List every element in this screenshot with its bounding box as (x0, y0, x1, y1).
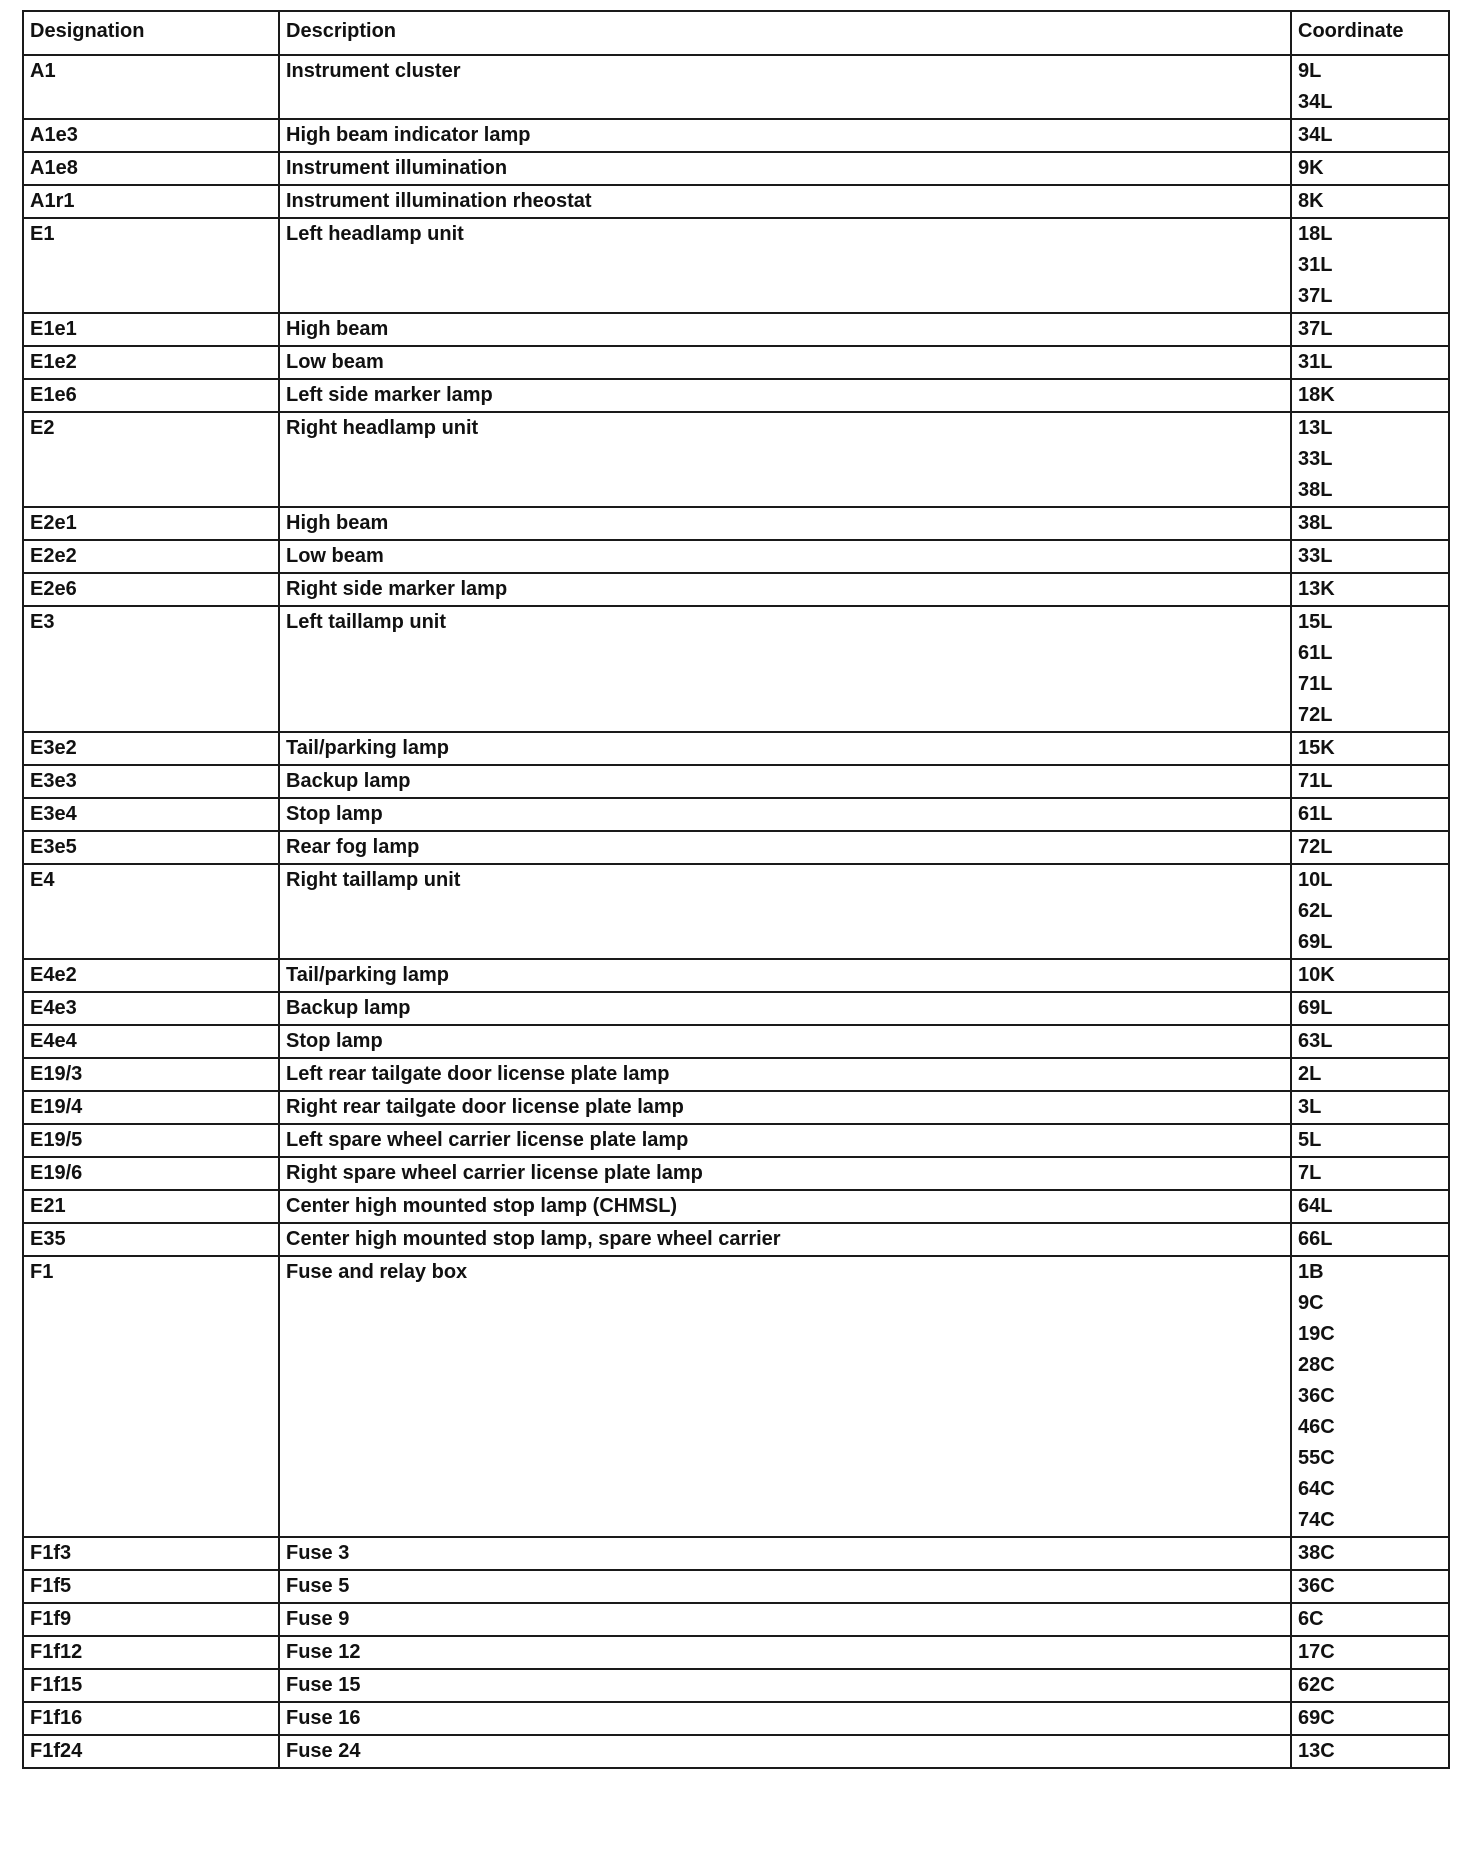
designation-cell: E1e6 (23, 379, 279, 412)
designation-cell: E3 (23, 606, 279, 732)
coordinate-value: 9C (1298, 1292, 1324, 1314)
table-row (23, 540, 1449, 573)
coordinate-value: 8K (1298, 190, 1324, 212)
coordinate-value: 33L (1298, 448, 1333, 470)
description-cell: Instrument cluster (279, 55, 1291, 119)
coordinate-cell (1291, 1669, 1449, 1702)
designation-cell: E19/3 (23, 1058, 279, 1091)
designation-cell: E3e5 (23, 831, 279, 864)
table-row (23, 1157, 1449, 1190)
designation-cell: F1f24 (23, 1735, 279, 1768)
coordinate-cell (1291, 1058, 1449, 1091)
coordinate-cell (1291, 1570, 1449, 1603)
designation-cell: E35 (23, 1223, 279, 1256)
coordinate-cell (1291, 1537, 1449, 1570)
coordinate-value: 31L (1298, 254, 1333, 276)
designation-cell: E3e4 (23, 798, 279, 831)
designation-cell: E2e2 (23, 540, 279, 573)
designation-cell: E3e2 (23, 732, 279, 765)
table-row (23, 992, 1449, 1025)
component-legend-table (22, 10, 1450, 1769)
designation-cell: E2e1 (23, 507, 279, 540)
table-row (23, 507, 1449, 540)
table-row (23, 831, 1449, 864)
coordinate-cell (1291, 959, 1449, 992)
description-cell: High beam indicator lamp (279, 119, 1291, 152)
description-cell: Low beam (279, 346, 1291, 379)
table-row (23, 185, 1449, 218)
coordinate-value: 34L (1298, 124, 1333, 146)
table-body (23, 55, 1449, 1768)
table-row (23, 152, 1449, 185)
designation-cell: E4e2 (23, 959, 279, 992)
table-row (23, 1669, 1449, 1702)
table-row (23, 55, 1449, 119)
designation-cell: E4e3 (23, 992, 279, 1025)
coordinate-value: 61L (1298, 803, 1333, 825)
table-row (23, 313, 1449, 346)
designation-cell: E4e4 (23, 1025, 279, 1058)
coordinate-cell (1291, 540, 1449, 573)
table-row (23, 798, 1449, 831)
table-row (23, 119, 1449, 152)
coordinate-value: 63L (1298, 1030, 1333, 1052)
table-row (23, 1537, 1449, 1570)
description-cell: Instrument illumination (279, 152, 1291, 185)
coordinate-value: 9L (1298, 60, 1322, 82)
designation-cell: E3e3 (23, 765, 279, 798)
coordinate-value: 19C (1298, 1323, 1335, 1345)
coordinate-value: 74C (1298, 1509, 1335, 1531)
coordinate-cell (1291, 765, 1449, 798)
description-cell: Stop lamp (279, 798, 1291, 831)
description-cell: Backup lamp (279, 765, 1291, 798)
table-row (23, 1058, 1449, 1091)
coordinate-value: 13L (1298, 417, 1333, 439)
description-cell: Fuse 16 (279, 1702, 1291, 1735)
table-row (23, 765, 1449, 798)
designation-cell: E19/5 (23, 1124, 279, 1157)
coordinate-value: 18K (1298, 384, 1335, 406)
description-cell: Right headlamp unit (279, 412, 1291, 507)
coordinate-cell (1291, 1735, 1449, 1768)
coordinate-value: 61L (1298, 642, 1333, 664)
description-cell: Center high mounted stop lamp, spare wheel carrier (279, 1223, 1291, 1256)
table-row (23, 1735, 1449, 1768)
table-row (23, 1636, 1449, 1669)
coordinate-value: 36C (1298, 1385, 1335, 1407)
table-row (23, 573, 1449, 606)
designation-cell: A1r1 (23, 185, 279, 218)
coordinate-value: 64L (1298, 1195, 1333, 1217)
coordinate-cell (1291, 346, 1449, 379)
designation-cell: E2e6 (23, 573, 279, 606)
coordinate-cell (1291, 507, 1449, 540)
coordinate-cell (1291, 1603, 1449, 1636)
coordinate-value: 31L (1298, 351, 1333, 373)
description-cell: Left rear tailgate door license plate lamp (279, 1058, 1291, 1091)
designation-cell: F1f16 (23, 1702, 279, 1735)
designation-cell: F1 (23, 1256, 279, 1537)
column-header-designation: Designation (23, 11, 279, 55)
designation-cell: E21 (23, 1190, 279, 1223)
description-cell: Fuse and relay box (279, 1256, 1291, 1537)
coordinate-value: 5L (1298, 1129, 1322, 1151)
coordinate-cell (1291, 313, 1449, 346)
designation-cell: E19/6 (23, 1157, 279, 1190)
table-row (23, 346, 1449, 379)
coordinate-cell (1291, 573, 1449, 606)
coordinate-cell (1291, 379, 1449, 412)
designation-cell: E1 (23, 218, 279, 313)
table-row (23, 1223, 1449, 1256)
coordinate-value: 18L (1298, 223, 1333, 245)
coordinate-value: 9K (1298, 157, 1324, 179)
table-row (23, 864, 1449, 959)
coordinate-value: 37L (1298, 285, 1333, 307)
coordinate-value: 55C (1298, 1447, 1335, 1469)
table-row (23, 412, 1449, 507)
coordinate-cell (1291, 119, 1449, 152)
description-cell: Left taillamp unit (279, 606, 1291, 732)
component-legend-sheet (22, 10, 1448, 1769)
coordinate-cell (1291, 1091, 1449, 1124)
designation-cell: E2 (23, 412, 279, 507)
coordinate-cell (1291, 798, 1449, 831)
coordinate-cell (1291, 1223, 1449, 1256)
coordinate-value: 15L (1298, 611, 1333, 633)
designation-cell: F1f5 (23, 1570, 279, 1603)
designation-cell: A1 (23, 55, 279, 119)
description-cell: Rear fog lamp (279, 831, 1291, 864)
description-cell: Stop lamp (279, 1025, 1291, 1058)
coordinate-value: 13K (1298, 578, 1335, 600)
designation-cell: F1f12 (23, 1636, 279, 1669)
table-row (23, 1190, 1449, 1223)
column-header-coordinate: Coordinate (1291, 11, 1449, 55)
table-row (23, 1603, 1449, 1636)
coordinate-value: 38C (1298, 1542, 1335, 1564)
coordinate-value: 62L (1298, 900, 1333, 922)
coordinate-value: 69C (1298, 1707, 1335, 1729)
coordinate-cell (1291, 606, 1449, 732)
coordinate-value: 34L (1298, 91, 1333, 113)
coordinate-value: 1B (1298, 1261, 1324, 1283)
coordinate-value: 13C (1298, 1740, 1335, 1762)
coordinate-value: 15K (1298, 737, 1335, 759)
coordinate-cell (1291, 831, 1449, 864)
table-row (23, 732, 1449, 765)
table-row (23, 379, 1449, 412)
description-cell: Left spare wheel carrier license plate lamp (279, 1124, 1291, 1157)
coordinate-cell (1291, 412, 1449, 507)
table-header-row (23, 11, 1449, 55)
coordinate-value: 33L (1298, 545, 1333, 567)
table-row (23, 1570, 1449, 1603)
coordinate-value: 46C (1298, 1416, 1335, 1438)
coordinate-value: 64C (1298, 1478, 1335, 1500)
description-cell: Instrument illumination rheostat (279, 185, 1291, 218)
designation-cell: E19/4 (23, 1091, 279, 1124)
table-row (23, 1124, 1449, 1157)
description-cell: Center high mounted stop lamp (CHMSL) (279, 1190, 1291, 1223)
designation-cell: F1f15 (23, 1669, 279, 1702)
coordinate-cell (1291, 1636, 1449, 1669)
table-row (23, 1702, 1449, 1735)
description-cell: High beam (279, 507, 1291, 540)
description-cell: Fuse 9 (279, 1603, 1291, 1636)
coordinate-value: 36C (1298, 1575, 1335, 1597)
coordinate-cell (1291, 218, 1449, 313)
description-cell: Right rear tailgate door license plate lamp (279, 1091, 1291, 1124)
description-cell: Right spare wheel carrier license plate lamp (279, 1157, 1291, 1190)
coordinate-value: 66L (1298, 1228, 1333, 1250)
table-row (23, 1025, 1449, 1058)
coordinate-cell (1291, 1025, 1449, 1058)
designation-cell: E1e1 (23, 313, 279, 346)
description-cell: Fuse 15 (279, 1669, 1291, 1702)
description-cell: Backup lamp (279, 992, 1291, 1025)
coordinate-value: 72L (1298, 704, 1333, 726)
coordinate-value: 71L (1298, 673, 1333, 695)
table-row (23, 1091, 1449, 1124)
coordinate-value: 69L (1298, 931, 1333, 953)
coordinate-value: 38L (1298, 479, 1333, 501)
coordinate-cell (1291, 1702, 1449, 1735)
description-cell: Right taillamp unit (279, 864, 1291, 959)
coordinate-value: 7L (1298, 1162, 1322, 1184)
table-row (23, 1256, 1449, 1537)
description-cell: Low beam (279, 540, 1291, 573)
coordinate-cell (1291, 1256, 1449, 1537)
coordinate-value: 3L (1298, 1096, 1322, 1118)
coordinate-value: 38L (1298, 512, 1333, 534)
coordinate-value: 10K (1298, 964, 1335, 986)
designation-cell: A1e8 (23, 152, 279, 185)
coordinate-value: 2L (1298, 1063, 1322, 1085)
coordinate-cell (1291, 1124, 1449, 1157)
coordinate-value: 69L (1298, 997, 1333, 1019)
description-cell: Right side marker lamp (279, 573, 1291, 606)
table-row (23, 606, 1449, 732)
coordinate-cell (1291, 732, 1449, 765)
table-row (23, 959, 1449, 992)
coordinate-value: 71L (1298, 770, 1333, 792)
coordinate-value: 17C (1298, 1641, 1335, 1663)
designation-cell: E1e2 (23, 346, 279, 379)
table-row (23, 218, 1449, 313)
designation-cell: A1e3 (23, 119, 279, 152)
description-cell: Left headlamp unit (279, 218, 1291, 313)
coordinate-value: 6C (1298, 1608, 1324, 1630)
coordinate-value: 72L (1298, 836, 1333, 858)
coordinate-cell (1291, 1190, 1449, 1223)
description-cell: Fuse 24 (279, 1735, 1291, 1768)
coordinate-value: 37L (1298, 318, 1333, 340)
description-cell: High beam (279, 313, 1291, 346)
description-cell: Fuse 3 (279, 1537, 1291, 1570)
coordinate-cell (1291, 185, 1449, 218)
coordinate-value: 28C (1298, 1354, 1335, 1376)
designation-cell: F1f3 (23, 1537, 279, 1570)
coordinate-cell (1291, 152, 1449, 185)
coordinate-cell (1291, 55, 1449, 119)
description-cell: Fuse 12 (279, 1636, 1291, 1669)
description-cell: Fuse 5 (279, 1570, 1291, 1603)
coordinate-cell (1291, 1157, 1449, 1190)
coordinate-value: 10L (1298, 869, 1333, 891)
coordinate-value: 62C (1298, 1674, 1335, 1696)
column-header-description: Description (279, 11, 1291, 55)
designation-cell: F1f9 (23, 1603, 279, 1636)
description-cell: Left side marker lamp (279, 379, 1291, 412)
description-cell: Tail/parking lamp (279, 959, 1291, 992)
description-cell: Tail/parking lamp (279, 732, 1291, 765)
coordinate-cell (1291, 864, 1449, 959)
coordinate-cell (1291, 992, 1449, 1025)
designation-cell: E4 (23, 864, 279, 959)
